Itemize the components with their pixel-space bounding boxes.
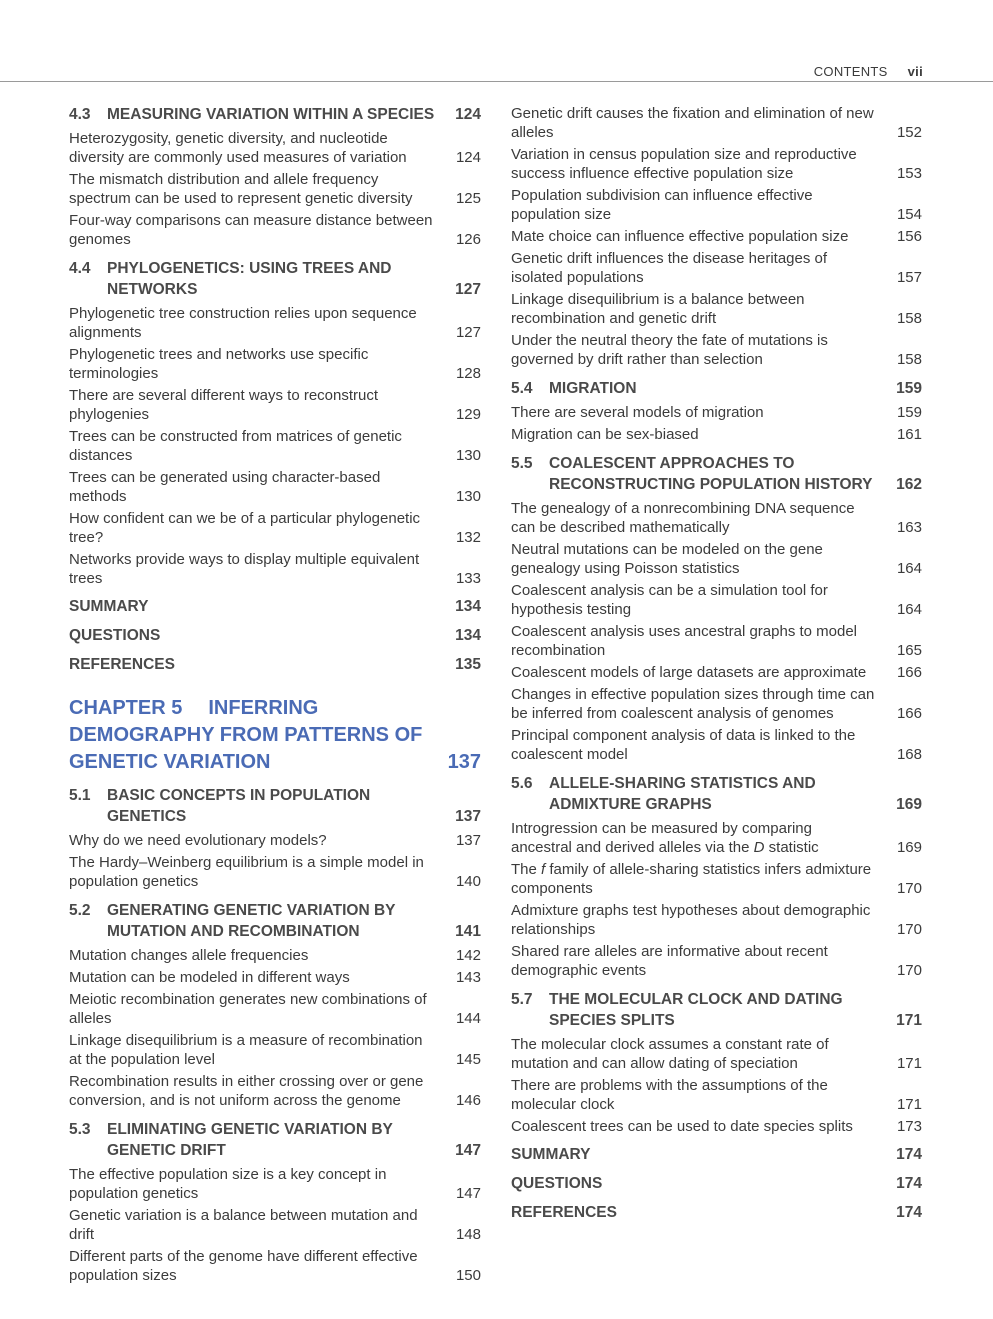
section-number: 5.6 — [511, 775, 533, 792]
section-title: MIGRATION — [549, 380, 637, 397]
toc-entry-page: 171 — [896, 1055, 922, 1072]
toc-entry-title: Different parts of the genome have different effective population sizes — [69, 1248, 418, 1284]
section-page: 171 — [896, 1012, 922, 1029]
toc-entry[interactable] — [511, 403, 922, 422]
backmatter-title: REFERENCES — [69, 656, 175, 673]
toc-entry[interactable] — [69, 1206, 481, 1244]
toc-backmatter-heading[interactable] — [511, 1173, 922, 1194]
toc-entry-page: 147 — [455, 1185, 481, 1202]
toc-section-heading[interactable] — [511, 989, 922, 1031]
toc-section-heading[interactable] — [511, 453, 922, 495]
toc-entry[interactable] — [69, 386, 481, 424]
toc-section-heading[interactable] — [69, 104, 481, 125]
section-title: ALLELE-SHARING STATISTICS AND ADMIXTURE GRAPHS — [549, 775, 816, 813]
toc-entry-page: 169 — [896, 839, 922, 856]
toc-entry[interactable] — [69, 946, 481, 965]
toc-entry-page: 173 — [896, 1118, 922, 1135]
toc-entry-page: 150 — [455, 1267, 481, 1284]
toc-entry-title: Phylogenetic tree construction relies upon sequence alignments — [69, 305, 417, 341]
toc-section-heading[interactable] — [69, 785, 481, 827]
toc-entry[interactable] — [69, 831, 481, 850]
chapter-title: INFERRING DEMOGRAPHY FROM PATTERNS OF GENETIC VARIATION — [69, 697, 423, 773]
toc-entry-title: Meiotic recombination generates new combinations of alleles — [69, 991, 427, 1027]
toc-entry-title: Four-way comparisons can measure distance between genomes — [69, 212, 433, 248]
toc-entry-page: 152 — [896, 124, 922, 141]
toc-entry[interactable] — [511, 499, 922, 537]
toc-entry-page: 158 — [896, 310, 922, 327]
section-number: 5.4 — [511, 380, 533, 397]
toc-entry-page: 164 — [896, 560, 922, 577]
toc-entry-title: Coalescent models of large datasets are approximate — [511, 664, 867, 681]
section-number: 5.7 — [511, 991, 533, 1008]
toc-entry-page: 157 — [896, 269, 922, 286]
section-number: 5.2 — [69, 902, 91, 919]
section-page: 137 — [455, 808, 481, 825]
section-page: 159 — [896, 380, 922, 397]
section-title: BASIC CONCEPTS IN POPULATION GENETICS — [107, 787, 371, 825]
toc-entry[interactable] — [69, 170, 481, 208]
toc-entry[interactable] — [69, 1247, 481, 1285]
section-number: 5.1 — [69, 787, 91, 804]
header-rule — [0, 81, 993, 82]
toc-entry-page: 146 — [455, 1092, 481, 1109]
toc-entry[interactable] — [69, 853, 481, 891]
section-number: 5.3 — [69, 1121, 91, 1138]
backmatter-page: 134 — [455, 598, 481, 615]
section-title: PHYLOGENETICS: USING TREES AND NETWORKS — [107, 260, 392, 298]
toc-entry-title: Trees can be constructed from matrices of genetic distances — [69, 428, 402, 464]
toc-entry-title: Heterozygosity, genetic diversity, and nucleotide diversity are commonly used measures of variation — [69, 130, 407, 166]
section-page: 147 — [455, 1142, 481, 1159]
backmatter-page: 174 — [896, 1175, 922, 1192]
backmatter-page: 174 — [896, 1204, 922, 1221]
section-title: THE MOLECULAR CLOCK AND DATING SPECIES SPLITS — [549, 991, 843, 1029]
toc-section-heading[interactable] — [69, 900, 481, 942]
toc-entry-title: The genealogy of a nonrecombining DNA sequence can be described mathematically — [511, 500, 855, 536]
toc-backmatter-heading[interactable] — [69, 596, 481, 617]
toc-entry-title: Linkage disequilibrium is a balance between recombination and genetic drift — [511, 291, 805, 327]
toc-entry-page: 159 — [896, 404, 922, 421]
toc-entry-page: 130 — [455, 447, 481, 464]
toc-entry[interactable] — [511, 942, 922, 980]
toc-entry[interactable] — [511, 104, 922, 142]
toc-entry-page: 170 — [896, 921, 922, 938]
toc-entry[interactable] — [511, 249, 922, 287]
toc-entry-title: Coalescent analysis uses ancestral graphs to model recombination — [511, 623, 858, 659]
toc-entry-page: 128 — [455, 365, 481, 382]
running-head-label: CONTENTS — [813, 64, 888, 79]
toc-entry[interactable] — [511, 186, 922, 224]
toc-entry-title: Admixture graphs test hypotheses about demographic relationships — [511, 902, 871, 938]
toc-entry-page: 148 — [455, 1226, 481, 1243]
backmatter-page: 135 — [455, 656, 481, 673]
chapter-label: CHAPTER 5 — [69, 697, 183, 719]
toc-entry[interactable] — [69, 990, 481, 1028]
section-title: MEASURING VARIATION WITHIN A SPECIES — [107, 106, 435, 123]
toc-entry-title: Mate choice can influence effective population size — [511, 228, 849, 245]
toc-entry[interactable] — [511, 819, 922, 857]
toc-entry-title: Under the neutral theory the fate of mutations is governed by drift rather than selection — [511, 332, 828, 368]
toc-entry-title: Networks provide ways to display multiple equivalent trees — [69, 551, 420, 587]
toc-entry-page: 126 — [455, 231, 481, 248]
toc-entry[interactable] — [69, 427, 481, 465]
toc-entry-page: 144 — [455, 1010, 481, 1027]
section-page: 127 — [455, 281, 481, 298]
toc-entry-page: 156 — [896, 228, 922, 245]
toc-entry-page: 170 — [896, 880, 922, 897]
toc-entry-title: Phylogenetic trees and networks use specific terminologies — [69, 346, 369, 382]
backmatter-page: 134 — [455, 627, 481, 644]
toc-entry[interactable] — [69, 211, 481, 249]
toc-entry[interactable] — [69, 550, 481, 588]
toc-entry-title: The effective population size is a key concept in population genetics — [69, 1166, 387, 1202]
toc-entry-title: Neutral mutations can be modeled on the gene genealogy using Poisson statistics — [511, 541, 823, 577]
toc-entry[interactable] — [511, 290, 922, 328]
toc-entry-page: 153 — [896, 165, 922, 182]
toc-entry-title: The mismatch distribution and allele frequency spectrum can be used to represent genetic diversity — [69, 171, 413, 207]
toc-section-heading[interactable] — [69, 258, 481, 300]
toc-section-heading[interactable] — [511, 378, 922, 399]
toc-entry-page: 129 — [455, 406, 481, 423]
toc-entry-title: The Hardy–Weinberg equilibrium is a simple model in population genetics — [69, 854, 424, 890]
toc-backmatter-heading[interactable] — [69, 625, 481, 646]
toc-entry-page: 127 — [455, 324, 481, 341]
toc-entry-page: 143 — [455, 969, 481, 986]
toc-entry-page: 132 — [455, 529, 481, 546]
toc-entry-title: Introgression can be measured by comparing ancestral and derived alleles via the D statistic — [511, 820, 819, 856]
toc-entry-title: Mutation can be modeled in different ways — [69, 969, 350, 986]
toc-entry-title: There are several models of migration — [511, 404, 764, 421]
toc-entry-title: Mutation changes allele frequencies — [69, 947, 309, 964]
toc-entry-title: Linkage disequilibrium is a measure of recombination at the population level — [69, 1032, 423, 1068]
toc-entry[interactable] — [511, 331, 922, 369]
toc-entry[interactable] — [511, 1035, 922, 1073]
toc-entry[interactable] — [69, 509, 481, 547]
toc-entry-title: Population subdivision can influence effective population size — [511, 187, 813, 223]
toc-entry-page: 130 — [455, 488, 481, 505]
toc-left-column — [69, 104, 481, 1288]
backmatter-page: 174 — [896, 1146, 922, 1163]
toc-entry[interactable] — [69, 1165, 481, 1203]
section-page: 169 — [896, 796, 922, 813]
toc-entry-title: The f family of allele-sharing statistics infers admixture components — [511, 861, 872, 897]
toc-entry-title: Why do we need evolutionary models? — [69, 832, 327, 849]
toc-entry-title: Trees can be generated using character-based methods — [69, 469, 381, 505]
toc-backmatter-heading[interactable] — [69, 654, 481, 675]
toc-entry[interactable] — [511, 622, 922, 660]
toc-entry-title: Coalescent trees can be used to date species splits — [511, 1118, 853, 1135]
backmatter-title: SUMMARY — [511, 1146, 591, 1163]
toc-entry[interactable] — [511, 425, 922, 444]
toc-entry[interactable] — [511, 581, 922, 619]
section-number: 4.3 — [69, 106, 91, 123]
toc-entry-title: Changes in effective population sizes through time can be inferred from coalescent analysis of genomes — [511, 686, 875, 722]
toc-entry-page: 154 — [896, 206, 922, 223]
toc-entry[interactable] — [69, 468, 481, 506]
toc-entry[interactable] — [511, 540, 922, 578]
toc-entry[interactable] — [511, 1117, 922, 1136]
toc-entry-page: 125 — [455, 190, 481, 207]
toc-entry-page: 124 — [455, 149, 481, 166]
backmatter-title: REFERENCES — [511, 1204, 617, 1221]
toc-entry-title: Genetic drift causes the fixation and elimination of new alleles — [511, 105, 874, 141]
toc-entry[interactable] — [69, 1031, 481, 1069]
toc-entry[interactable] — [511, 685, 922, 723]
toc-backmatter-heading[interactable] — [511, 1144, 922, 1165]
toc-right-column — [511, 104, 922, 1225]
toc-entry-page: 163 — [896, 519, 922, 536]
toc-entry-page: 161 — [896, 426, 922, 443]
toc-entry-page: 168 — [896, 746, 922, 763]
toc-entry-page: 171 — [896, 1096, 922, 1113]
toc-entry[interactable] — [511, 860, 922, 898]
toc-entry[interactable] — [69, 304, 481, 342]
toc-entry[interactable] — [511, 1076, 922, 1114]
toc-entry-title: There are several different ways to reconstruct phylogenies — [69, 387, 379, 423]
page-number: vii — [907, 64, 923, 79]
toc-entry[interactable] — [69, 129, 481, 167]
section-title: GENERATING GENETIC VARIATION BY MUTATION AND RECOMBINATION — [107, 902, 396, 940]
backmatter-title: SUMMARY — [69, 598, 149, 615]
toc-entry-page: 145 — [455, 1051, 481, 1068]
section-page: 162 — [896, 476, 922, 493]
toc-entry-page: 166 — [896, 664, 922, 681]
toc-entry-page: 137 — [455, 832, 481, 849]
section-title: ELIMINATING GENETIC VARIATION BY GENETIC DRIFT — [107, 1121, 393, 1159]
toc-entry[interactable] — [69, 968, 481, 987]
toc-entry[interactable] — [511, 663, 922, 682]
backmatter-title: QUESTIONS — [69, 627, 161, 644]
toc-entry[interactable] — [69, 1072, 481, 1110]
toc-entry-title: Shared rare alleles are informative about recent demographic events — [511, 943, 828, 979]
toc-entry-page: 133 — [455, 570, 481, 587]
toc-entry-title: How confident can we be of a particular phylogenetic tree? — [69, 510, 421, 546]
section-number: 4.4 — [69, 260, 91, 277]
section-page: 141 — [455, 923, 481, 940]
toc-entry[interactable] — [511, 726, 922, 764]
toc-entry-title: Principal component analysis of data is linked to the coalescent model — [511, 727, 856, 763]
toc-entry-page: 142 — [455, 947, 481, 964]
toc-entry[interactable] — [69, 345, 481, 383]
toc-entry-title: Coalescent analysis can be a simulation tool for hypothesis testing — [511, 582, 828, 618]
running-head — [814, 64, 923, 79]
toc-entry-title: Genetic variation is a balance between mutation and drift — [69, 1207, 418, 1243]
toc-entry-page: 166 — [896, 705, 922, 722]
toc-chapter-heading[interactable] — [69, 695, 481, 776]
toc-backmatter-heading[interactable] — [511, 1202, 922, 1223]
toc-entry-title: Genetic drift influences the disease heritages of isolated populations — [511, 250, 828, 286]
toc-section-heading[interactable] — [511, 773, 922, 815]
toc-entry-page: 165 — [896, 642, 922, 659]
toc-entry-title: Variation in census population size and reproductive success influence effective population size — [511, 146, 857, 182]
toc-entry-title: Migration can be sex-biased — [511, 426, 699, 443]
backmatter-title: QUESTIONS — [511, 1175, 603, 1192]
toc-entry[interactable] — [511, 901, 922, 939]
toc-entry[interactable] — [511, 145, 922, 183]
toc-entry-title: Recombination results in either crossing over or gene conversion, and is not uniform across the genome — [69, 1073, 424, 1109]
toc-entry-page: 170 — [896, 962, 922, 979]
toc-entry-title: There are problems with the assumptions of the molecular clock — [511, 1077, 828, 1113]
toc-entry[interactable] — [511, 227, 922, 246]
toc-entry-page: 164 — [896, 601, 922, 618]
toc-entry-title: The molecular clock assumes a constant rate of mutation and can allow dating of speciation — [511, 1036, 829, 1072]
section-title: COALESCENT APPROACHES TO RECONSTRUCTING POPULATION HISTORY — [549, 455, 873, 493]
section-number: 5.5 — [511, 455, 533, 472]
chapter-title-block — [69, 695, 448, 776]
toc-section-heading[interactable] — [69, 1119, 481, 1161]
section-page: 124 — [455, 106, 481, 123]
toc-entry-page: 140 — [455, 873, 481, 890]
chapter-page: 137 — [447, 751, 481, 773]
toc-entry-page: 158 — [896, 351, 922, 368]
